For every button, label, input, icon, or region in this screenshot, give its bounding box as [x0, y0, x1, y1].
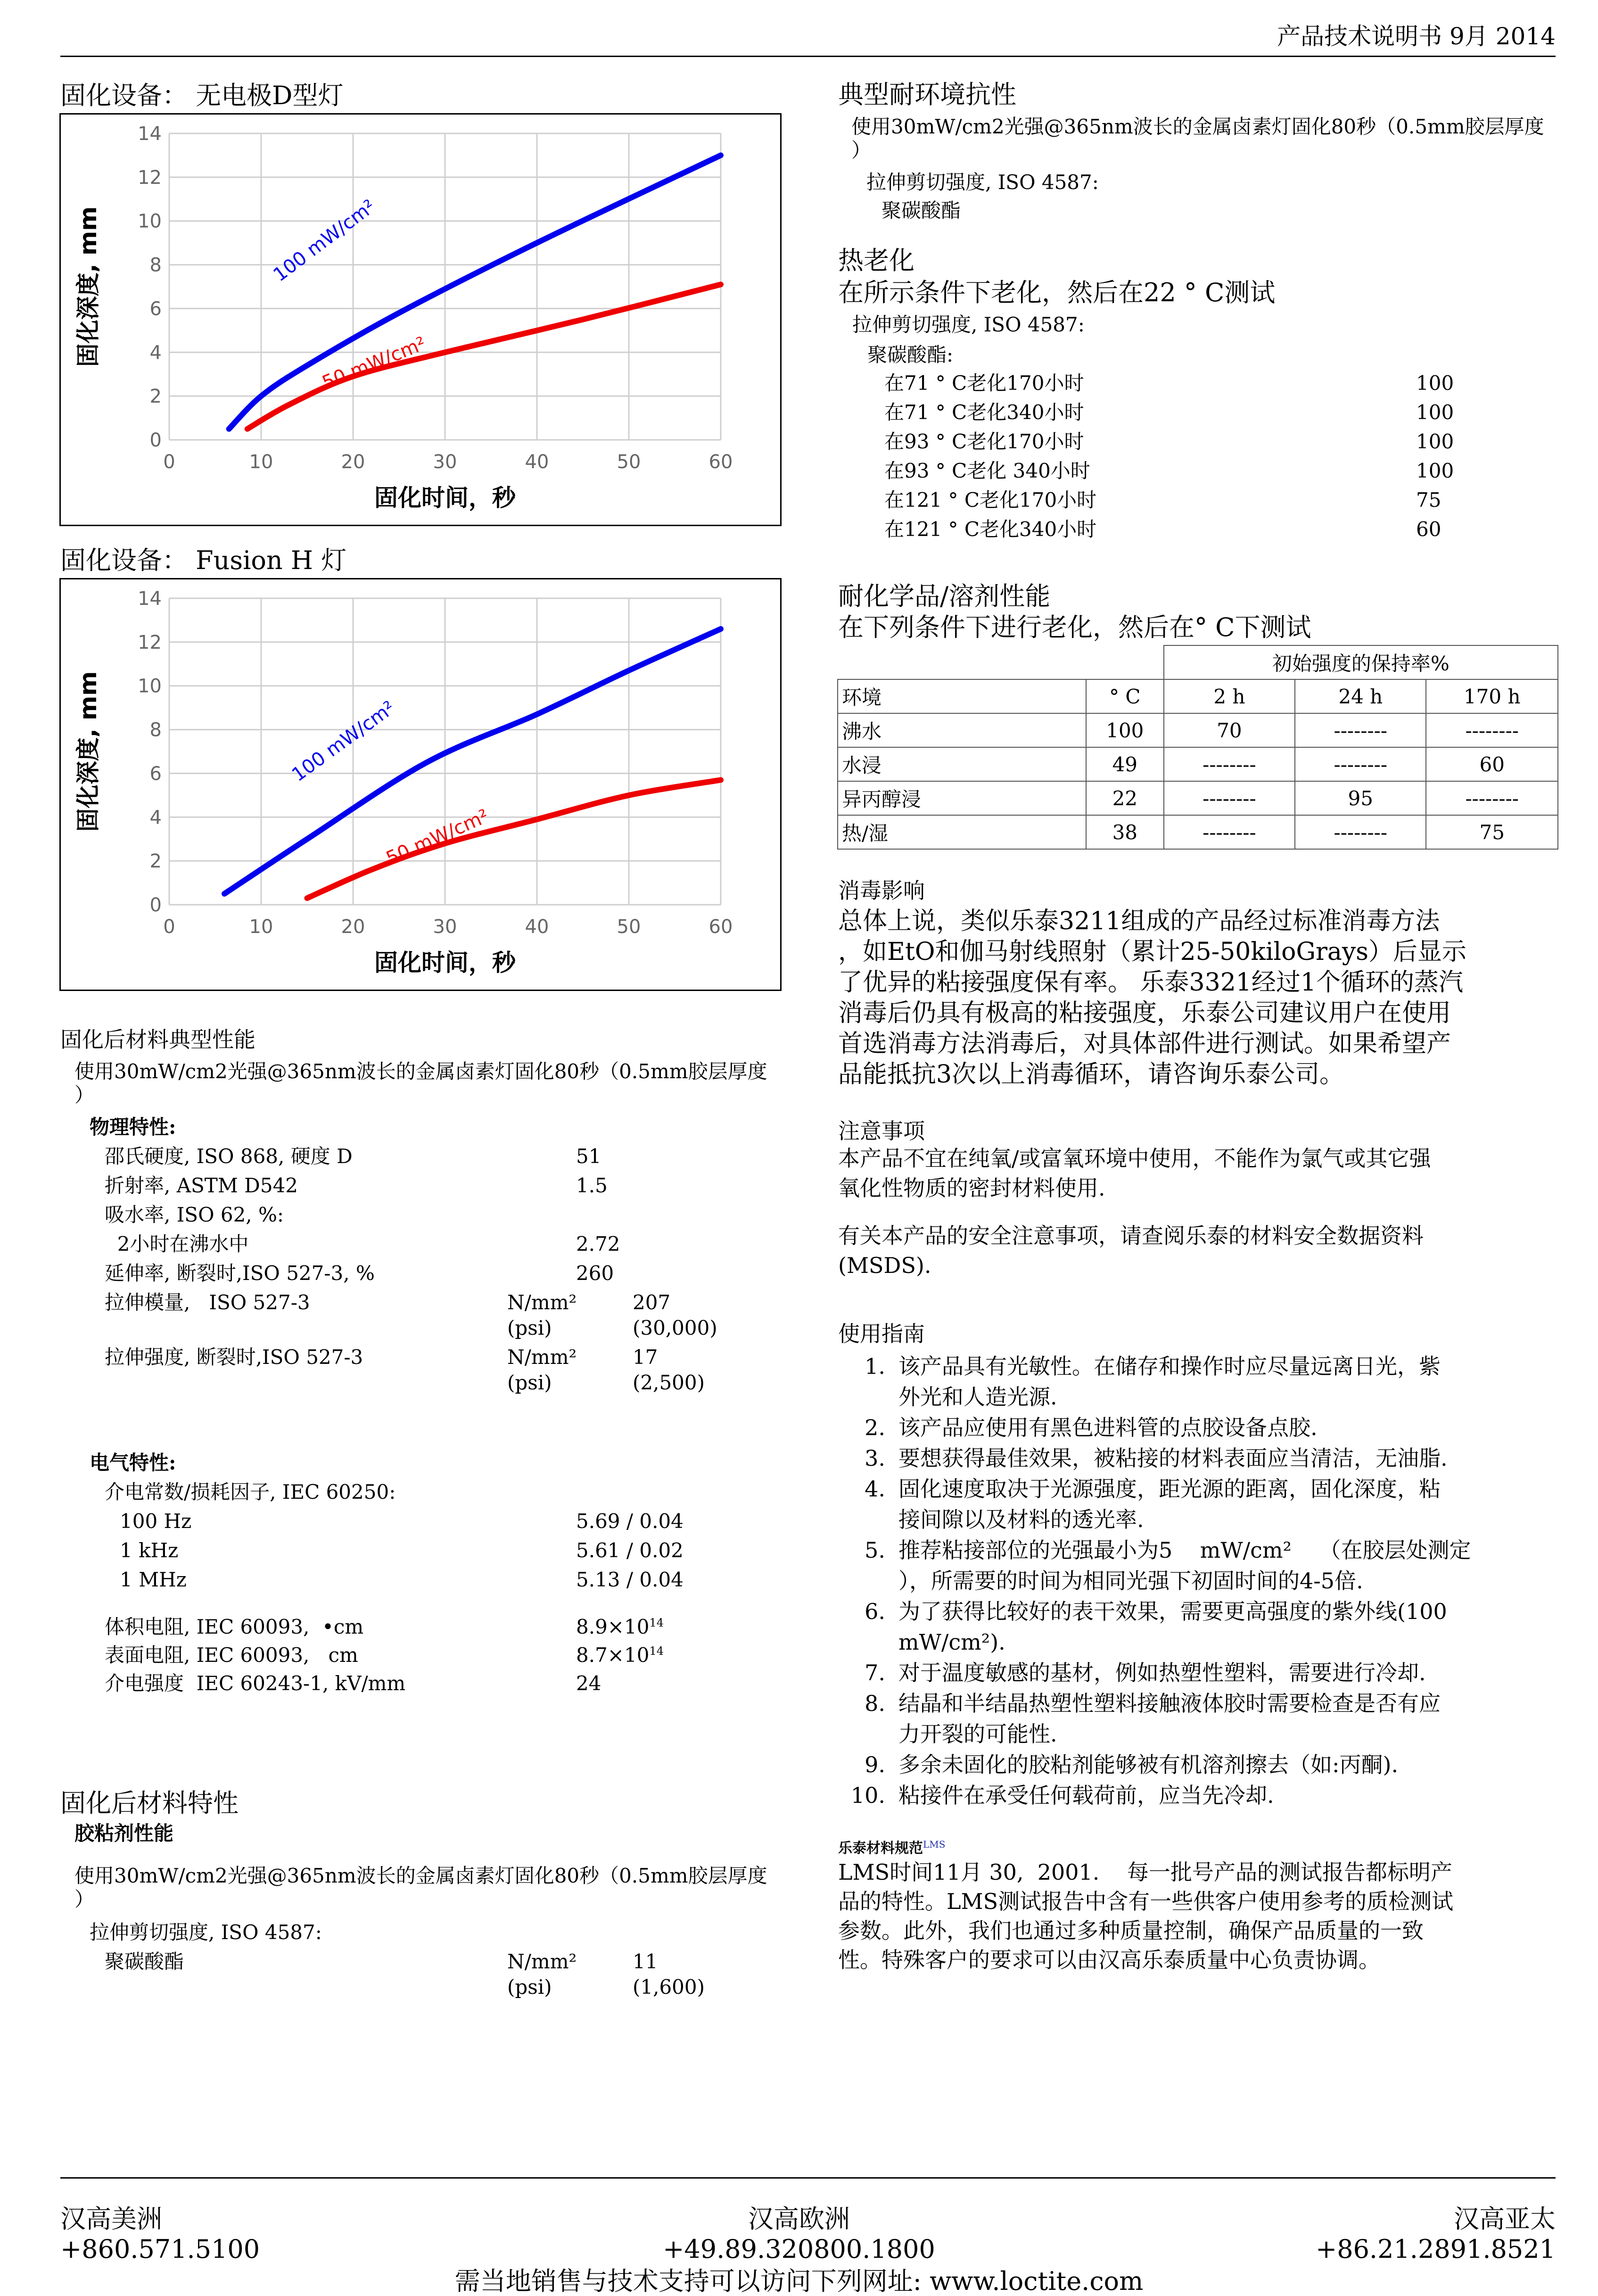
- guide-line: 该产品应使用有黑色进料管的点胶设备点胶.: [898, 1415, 1318, 1440]
- y-tick-label: 6: [149, 298, 162, 320]
- table-cell: 70: [1164, 713, 1295, 747]
- modulus-val2: (30,000): [633, 1316, 717, 1339]
- chem-sub: 在下列条件下进行老化，然后在° C下测试: [838, 612, 1311, 642]
- steril-line: 总体上说，类似乐泰3211组成的产品经过标准消毒方法: [838, 907, 1440, 935]
- tensile-unit2: (psi): [507, 1371, 552, 1394]
- dielectric-row-1-label: 1 kHz: [120, 1539, 179, 1562]
- chart2-frame: [59, 578, 782, 991]
- guide-num: 2.: [865, 1415, 885, 1440]
- heat-row-0-value: 100: [1416, 372, 1454, 395]
- guide-num: 10.: [850, 1783, 885, 1808]
- heat-row-5-label: 在121 ° C老化340小时: [884, 518, 1097, 541]
- guide-num: 7.: [865, 1660, 885, 1685]
- guide-num: 1.: [865, 1354, 885, 1379]
- series-label: 50 mW/cm²: [383, 805, 492, 870]
- phys-row-0-label: 邵氏硬度, ISO 868, 硬度 D: [105, 1145, 353, 1168]
- guide-num: 5.: [865, 1537, 885, 1563]
- env-note: 使用30mW/cm2光强@365nm波长的金属卤素灯固化80秒（0.5mm胶层厚度: [851, 115, 1544, 138]
- env-pc: 聚碳酸酯: [881, 199, 961, 222]
- guide-line: 结晶和半结晶热塑性塑料接触液体胶时需要检查是否有应: [898, 1691, 1441, 1716]
- table-cell: --------: [1164, 815, 1295, 849]
- dielectric-strength-value: 24: [576, 1672, 601, 1695]
- msds-line: (MSDS).: [838, 1253, 931, 1278]
- x-tick-label: 10: [249, 916, 273, 938]
- y-tick-label: 6: [149, 763, 162, 785]
- chart1-frame: [59, 113, 782, 526]
- volume-res-exp: 14: [649, 1616, 664, 1629]
- guide-line: 推荐粘接部位的光强最小为5 mW/cm² （在胶层处测定: [898, 1537, 1471, 1563]
- notes-paragraph: [838, 1144, 1431, 1203]
- tensile-val1: 17: [633, 1346, 658, 1369]
- x-tick-label: 0: [163, 916, 175, 938]
- tensile-val2: (2,500): [633, 1371, 705, 1394]
- table-cell: --------: [1426, 781, 1558, 815]
- x-tick-label: 50: [617, 451, 641, 473]
- dielectric-row-0-label: 100 Hz: [120, 1510, 192, 1533]
- heat-row-4-label: 在121 ° C老化170小时: [884, 488, 1097, 512]
- env-title: 典型耐环境抗性: [838, 80, 1016, 109]
- cure-note2-end: ）: [74, 1888, 95, 1911]
- guide-num: 9.: [865, 1752, 885, 1777]
- table-header-span: 初始强度的保持率%: [1164, 645, 1558, 679]
- guide-title: 使用指南: [838, 1321, 925, 1346]
- steril-line: 首选消毒方法消毒后，对具体部件进行测试。如果希望产: [838, 1030, 1451, 1058]
- notes-line: 氧化性物质的密封材料使用.: [838, 1175, 1105, 1201]
- series-line-100: [229, 155, 721, 429]
- guide-item: [838, 1750, 1559, 1780]
- table-cell: 沸水: [838, 713, 1086, 747]
- table-corner: [838, 645, 1164, 679]
- table-col-24h: 24 h: [1295, 679, 1426, 713]
- table-cell: --------: [1295, 713, 1426, 747]
- dielectric-row-2-label: 1 MHz: [120, 1568, 187, 1591]
- guide-num: 6.: [865, 1599, 885, 1624]
- header-rule: [60, 56, 1556, 57]
- guide-line: 粘接件在承受任何载荷前，应当先冷却.: [898, 1783, 1274, 1808]
- dielectric-strength-label: 介电强度 IEC 60243-1, kV/mm: [105, 1672, 406, 1695]
- y-axis-label: 固化深度, mm: [74, 671, 102, 832]
- pc-unit2: (psi): [507, 1975, 552, 1999]
- x-tick-label: 60: [708, 916, 733, 938]
- table-cell: 38: [1086, 815, 1164, 849]
- lms-title: [838, 1840, 945, 1856]
- table-cell: 热/湿: [838, 815, 1086, 849]
- notes-line: 本产品不宜在纯氧/或富氧环境中使用，不能作为氯气或其它强: [838, 1146, 1431, 1171]
- phys-row-4-value: 260: [576, 1262, 614, 1285]
- x-tick-label: 60: [708, 451, 733, 473]
- table-cell: --------: [1164, 747, 1295, 781]
- guide-line: 该产品具有光敏性。在储存和操作时应尽量远离日光，紫: [898, 1354, 1441, 1379]
- volume-res-value: [576, 1617, 664, 1637]
- heat-row-3-value: 100: [1416, 459, 1454, 482]
- adhesive-title: 胶粘剂性能: [74, 1822, 174, 1845]
- y-tick-label: 10: [138, 210, 162, 232]
- guide-num: 8.: [865, 1691, 885, 1716]
- lms-line: 品的特性。LMS测试报告中含有一些供客户使用参考的质检测试: [838, 1889, 1454, 1914]
- dielectric-row-1-value: 5.61 / 0.02: [576, 1539, 684, 1562]
- steril-paragraph: [838, 906, 1466, 1090]
- pc-val2: (1,600): [633, 1975, 705, 1999]
- series-label: 50 mW/cm²: [319, 332, 429, 394]
- guide-item: [838, 1535, 1559, 1596]
- table-header-row-2: [838, 679, 1558, 713]
- heat-row-1-label: 在71 ° C老化340小时: [884, 401, 1084, 424]
- lms-line: 性。特殊客户的要求可以由汉高乐泰质量中心负责协调。: [838, 1947, 1380, 1973]
- series-label: 100 mW/cm²: [288, 697, 399, 786]
- guide-line: 接间隙以及材料的透光率.: [898, 1507, 1144, 1532]
- y-tick-label: 0: [149, 894, 162, 916]
- table-col-170h: 170 h: [1426, 679, 1558, 713]
- guide-list: [838, 1351, 1559, 1811]
- physical-title: 物理特性:: [90, 1115, 176, 1139]
- volume-res-label: 体积电阻, IEC 60093, •cm: [105, 1615, 364, 1638]
- footer-web-link[interactable]: 需当地销售与技术支持可以访问下列网址: www.loctite.com: [454, 2266, 1144, 2296]
- guide-line: 外光和人造光源.: [898, 1384, 1057, 1410]
- modulus-unit1: N/mm²: [507, 1291, 577, 1314]
- heat-row-2-label: 在93 ° C老化170小时: [884, 430, 1084, 453]
- x-tick-label: 20: [341, 451, 365, 473]
- guide-num: 3.: [865, 1445, 885, 1471]
- table-cell: 75: [1426, 815, 1558, 849]
- x-axis-label: 固化时间，秒: [374, 484, 516, 512]
- x-tick-label: 40: [525, 916, 549, 938]
- guide-line: mW/cm²).: [898, 1629, 1005, 1655]
- table-col-env: 环境: [838, 679, 1086, 713]
- tensile-label: 拉伸强度, 断裂时,ISO 527-3: [105, 1346, 363, 1369]
- x-tick-label: 40: [525, 451, 549, 473]
- y-tick-label: 4: [149, 807, 162, 829]
- guide-line: 多余未固化的胶粘剂能够被有机溶剂擦去（如:丙酮).: [898, 1752, 1399, 1777]
- y-tick-label: 2: [149, 386, 162, 408]
- guide-item: [838, 1688, 1559, 1750]
- msds-line: 有关本产品的安全注意事项，请查阅乐泰的材料安全数据资料: [838, 1223, 1424, 1248]
- table-cell: --------: [1164, 781, 1295, 815]
- env-note-end: ）: [851, 139, 872, 162]
- msds-paragraph: [838, 1221, 1424, 1280]
- lms-line: LMS时间11月 30, 2001. 每一批号产品的测试报告都标明产: [838, 1859, 1452, 1885]
- phys-row-3-label: 2小时在沸水中: [105, 1232, 249, 1255]
- x-tick-label: 30: [433, 916, 457, 938]
- cure-note2: 使用30mW/cm2光强@365nm波长的金属卤素灯固化80秒（0.5mm胶层厚度: [74, 1864, 767, 1887]
- series-label: 100 mW/cm²: [269, 195, 380, 286]
- electrical-title: 电气特性:: [90, 1451, 176, 1474]
- y-tick-label: 14: [138, 588, 162, 610]
- guide-item: [838, 1412, 1559, 1443]
- surface-res-exp: 14: [649, 1644, 664, 1658]
- surface-res-label: 表面电阻, IEC 60093, cm: [105, 1644, 358, 1667]
- y-tick-label: 12: [138, 631, 162, 653]
- chem-table: [837, 645, 1558, 850]
- footer-asia-phone: +86.21.2891.8521: [1315, 2234, 1556, 2264]
- phys-row-0-value: 51: [576, 1145, 601, 1168]
- table-cell: 49: [1086, 747, 1164, 781]
- phys-row-2-label: 吸水率, ISO 62, %:: [105, 1203, 284, 1226]
- x-tick-label: 50: [617, 916, 641, 938]
- lms-sup: LMS: [923, 1839, 946, 1850]
- table-cell: --------: [1426, 713, 1558, 747]
- table-row: [838, 815, 1558, 849]
- footer-europe-name: 汉高欧洲: [748, 2204, 850, 2234]
- y-tick-label: 2: [149, 851, 162, 873]
- pc-label: 聚碳酸酯: [105, 1950, 184, 1973]
- guide-num: 4.: [865, 1476, 885, 1502]
- heat-pc: 聚碳酸酯:: [867, 343, 954, 366]
- guide-item: [838, 1658, 1559, 1688]
- footer-rule: [60, 2177, 1556, 2179]
- x-tick-label: 20: [341, 916, 365, 938]
- heat-shear: 拉伸剪切强度, ISO 4587:: [852, 313, 1085, 336]
- steril-line: 消毒后仍具有极高的粘接强度，乐泰公司建议用户在使用: [838, 999, 1451, 1027]
- chart2-svg: [61, 579, 780, 990]
- chem-title: 耐化学品/溶剂性能: [838, 581, 1051, 611]
- y-tick-label: 12: [138, 166, 162, 189]
- x-tick-label: 30: [433, 451, 457, 473]
- pc-unit1: N/mm²: [507, 1950, 577, 1973]
- dielectric-row-2-value: 5.13 / 0.04: [576, 1568, 684, 1591]
- typical-props-title: 固化后材料典型性能: [60, 1027, 255, 1052]
- footer-americas-name: 汉高美洲: [60, 2204, 162, 2234]
- cure-note-end: ）: [74, 1083, 95, 1107]
- footer-asia-name: 汉高亚太: [1454, 2204, 1556, 2234]
- guide-line: 力开裂的可能性.: [898, 1721, 1057, 1747]
- guide-item: [838, 1474, 1559, 1535]
- chart2-title: 固化设备： Fusion H 灯: [60, 545, 347, 575]
- y-tick-label: 8: [149, 254, 162, 276]
- modulus-unit2: (psi): [507, 1316, 552, 1339]
- lms-line: 参数。此外，我们也通过多种质量控制，确保产品质量的一致: [838, 1918, 1424, 1943]
- guide-item: [838, 1596, 1559, 1658]
- guide-line: 对于温度敏感的基材，例如热塑性塑料，需要进行冷却.: [898, 1660, 1426, 1685]
- notes-title: 注意事项: [838, 1118, 925, 1144]
- heat-row-0-label: 在71 ° C老化170小时: [884, 372, 1084, 395]
- shear-label: 拉伸剪切强度, ISO 4587:: [90, 1921, 322, 1944]
- chart1-svg: [61, 115, 780, 525]
- modulus-val1: 207: [633, 1291, 671, 1314]
- cured-props-title: 固化后材料特性: [60, 1788, 239, 1818]
- dielectric-row-0-value: 5.69 / 0.04: [576, 1510, 684, 1533]
- heat-row-5-value: 60: [1416, 518, 1441, 541]
- table-cell: 60: [1426, 747, 1558, 781]
- steril-title: 消毒影响: [838, 878, 925, 903]
- heat-title: 热老化: [838, 246, 914, 275]
- heat-row-3-label: 在93 ° C老化 340小时: [884, 459, 1090, 482]
- y-axis-label: 固化深度, mm: [74, 206, 102, 367]
- volume-res-mantissa: 8.9×10: [576, 1615, 650, 1638]
- x-axis-label: 固化时间，秒: [374, 949, 516, 976]
- y-tick-label: 0: [149, 429, 162, 451]
- table-cell: 异丙醇浸: [838, 781, 1086, 815]
- steril-line: 品能抵抗3次以上消毒循环，请咨询乐泰公司。: [838, 1060, 1344, 1089]
- table-col-2h: 2 h: [1164, 679, 1295, 713]
- surface-res-value: [576, 1645, 664, 1665]
- guide-item: [838, 1780, 1559, 1811]
- phys-row-1-value: 1.5: [576, 1174, 608, 1197]
- steril-line: 了优异的粘接强度保有率。 乐泰3321经过1个循环的蒸汽: [838, 968, 1463, 997]
- heat-row-4-value: 75: [1416, 488, 1441, 512]
- dielectric-label: 介电常数/损耗因子, IEC 60250:: [105, 1480, 396, 1503]
- table-cell: --------: [1295, 815, 1426, 849]
- env-shear: 拉伸剪切强度, ISO 4587:: [866, 171, 1099, 194]
- table-col-temp: ° C: [1086, 679, 1164, 713]
- guide-line: 要想获得最佳效果，被粘接的材料表面应当清洁，无油脂.: [898, 1445, 1448, 1471]
- chart1-title: 固化设备： 无电极D型灯: [60, 81, 344, 110]
- table-row: [838, 713, 1558, 747]
- y-tick-label: 4: [149, 342, 162, 364]
- phys-row-4-label: 延伸率, 断裂时,ISO 527-3, %: [105, 1262, 375, 1285]
- heat-row-1-value: 100: [1416, 401, 1454, 424]
- steril-line: ，如EtO和伽马射线照射（累计25-50kiloGrays）后显示: [838, 938, 1466, 966]
- heat-row-2-value: 100: [1416, 430, 1454, 453]
- page-header-title: 产品技术说明书 9月 2014: [1277, 23, 1556, 50]
- guide-line: ），所需要的时间为相同光强下初固时间的4-5倍.: [898, 1568, 1363, 1594]
- phys-row-1-label: 折射率, ASTM D542: [105, 1174, 298, 1197]
- guide-item: [838, 1443, 1559, 1474]
- x-tick-label: 10: [249, 451, 273, 473]
- lms-paragraph: [838, 1858, 1453, 1974]
- footer-europe-phone: +49.89.320800.1800: [663, 2234, 935, 2264]
- lms-title-text: 乐泰材料规范: [838, 1840, 923, 1857]
- table-cell: 22: [1086, 781, 1164, 815]
- y-tick-label: 10: [138, 675, 162, 697]
- table-header-row-1: [838, 645, 1558, 679]
- tensile-unit1: N/mm²: [507, 1346, 577, 1369]
- modulus-label: 拉伸模量, ISO 527-3: [105, 1291, 310, 1314]
- table-cell: --------: [1295, 747, 1426, 781]
- table-cell: 95: [1295, 781, 1426, 815]
- footer-americas-phone: +860.571.5100: [60, 2234, 260, 2264]
- table-cell: 水浸: [838, 747, 1086, 781]
- phys-row-3-value: 2.72: [576, 1232, 620, 1255]
- guide-line: 固化速度取决于光源强度，距光源的距离，固化深度，粘: [898, 1476, 1441, 1502]
- x-tick-label: 0: [163, 451, 175, 473]
- pc-val1: 11: [633, 1950, 658, 1973]
- table-row: [838, 781, 1558, 815]
- y-tick-label: 14: [138, 123, 162, 145]
- guide-line: 为了获得比较好的表干效果，需要更高强度的紫外线(100: [898, 1599, 1447, 1624]
- heat-sub: 在所示条件下老化，然后在22 ° C测试: [838, 278, 1276, 307]
- surface-res-mantissa: 8.7×10: [576, 1644, 650, 1667]
- table-cell: 100: [1086, 713, 1164, 747]
- guide-item: [838, 1351, 1559, 1412]
- y-tick-label: 8: [149, 719, 162, 741]
- table-row: [838, 747, 1558, 781]
- cure-note: 使用30mW/cm2光强@365nm波长的金属卤素灯固化80秒（0.5mm胶层厚度: [74, 1060, 767, 1083]
